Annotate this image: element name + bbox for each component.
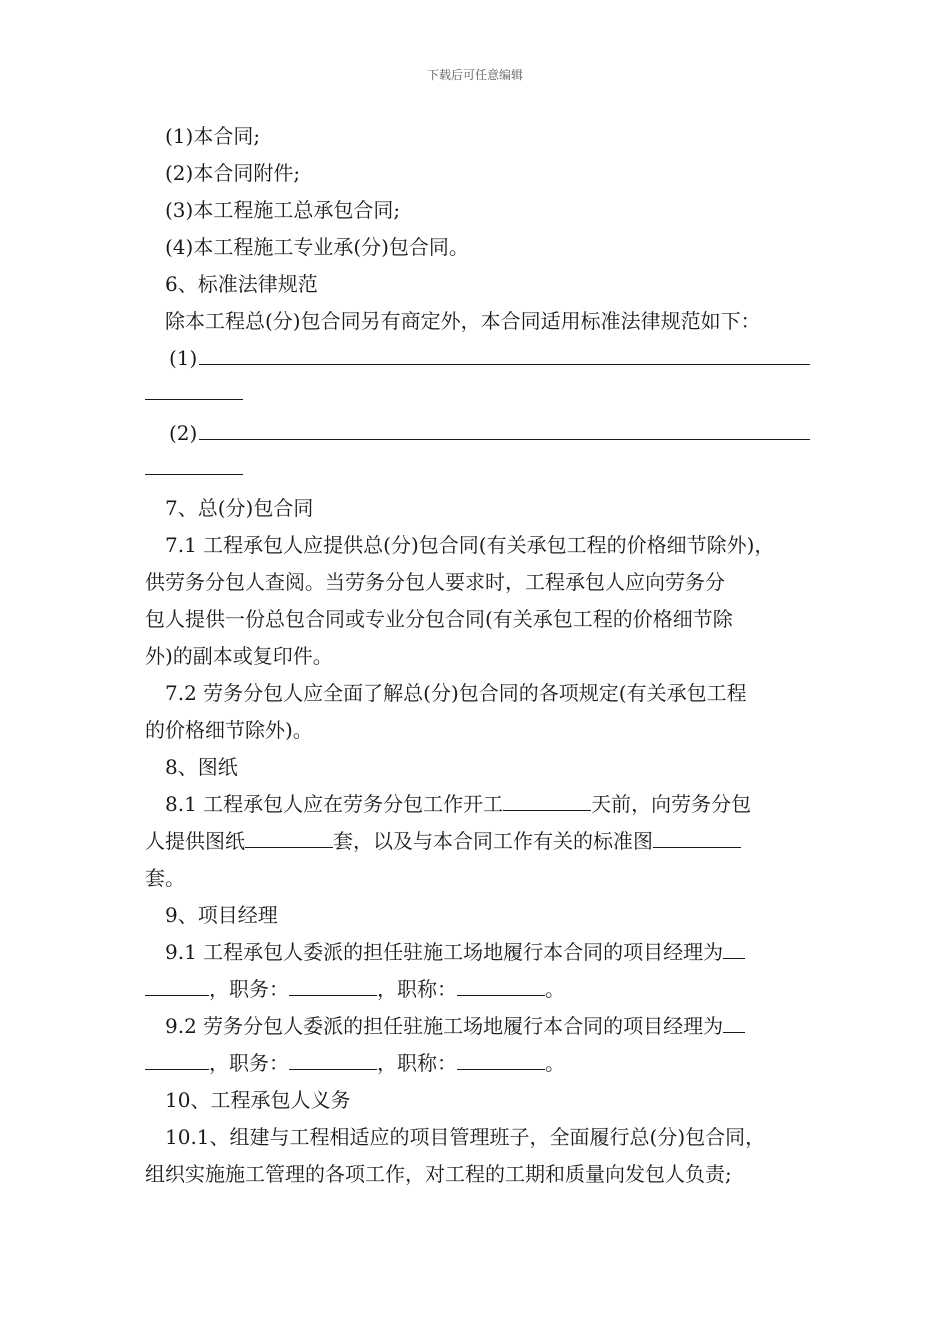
blank-line-continuation bbox=[145, 452, 243, 475]
text: ，职务： bbox=[209, 977, 289, 1001]
list-item: (3)本工程施工总承包合同; bbox=[165, 198, 401, 222]
text: 。 bbox=[545, 1051, 565, 1075]
section-10-title: 10、工程承包人义务 bbox=[165, 1088, 351, 1112]
section-7-title: 7、总(分)包合同 bbox=[165, 496, 314, 520]
text: 9.1 工程承包人委派的担任驻施工场地履行本合同的项目经理为 bbox=[165, 940, 724, 964]
para-7-1: 7.1 工程承包人应提供总(分)包合同(有关承包工程的价格细节除外)， bbox=[165, 533, 775, 557]
list-item: (2)本合同附件; bbox=[165, 161, 301, 185]
blank-duty bbox=[289, 1051, 377, 1070]
blank-rank bbox=[457, 1051, 545, 1070]
section-9-title: 9、项目经理 bbox=[165, 903, 278, 927]
blank-manager-cont bbox=[145, 977, 209, 996]
para-7-2: 7.2 劳务分包人应全面了解总(分)包合同的各项规定(有关承包工程 bbox=[165, 681, 747, 705]
para-10-1-cont: 组织实施施工管理的各项工作，对工程的工期和质量向发包人负责; bbox=[145, 1162, 732, 1186]
blank-rank bbox=[457, 977, 545, 996]
blank-manager-cont bbox=[145, 1051, 209, 1070]
para-7-1-cont: 外)的副本或复印件。 bbox=[145, 644, 333, 668]
fill-line-2 bbox=[145, 415, 810, 452]
para-7-2-cont: 的价格细节除外)。 bbox=[145, 718, 313, 742]
page-header: 下载后可任意编辑 bbox=[426, 68, 523, 82]
para-8-1-cont bbox=[145, 823, 810, 860]
text: 套，以及与本合同工作有关的标准图 bbox=[333, 829, 653, 853]
para-9-1 bbox=[145, 934, 810, 971]
blank-line bbox=[199, 342, 810, 365]
para-7-1-cont: 供劳务分包人查阅。当劳务分包人要求时，工程承包人应向劳务分 bbox=[145, 570, 725, 594]
section-6-body: 除本工程总(分)包合同另有商定外，本合同适用标准法律规范如下： bbox=[165, 309, 761, 333]
blank-std-sets bbox=[653, 829, 741, 848]
text: ，职称： bbox=[377, 1051, 457, 1075]
list-item: (1)本合同; bbox=[165, 124, 261, 148]
para-7-1-cont: 包人提供一份总包合同或专业分包合同(有关承包工程的价格细节除 bbox=[145, 607, 733, 631]
section-8-title: 8、图纸 bbox=[165, 755, 238, 779]
fill-line-1 bbox=[145, 340, 810, 377]
para-9-2 bbox=[145, 1008, 810, 1045]
blank-line bbox=[199, 417, 810, 440]
para-9-2-cont bbox=[145, 1045, 810, 1082]
blank-sets bbox=[245, 829, 333, 848]
fill-label-1: (1) bbox=[169, 346, 198, 370]
text: 8.1 工程承包人应在劳务分包工作开工 bbox=[165, 792, 504, 816]
blank-manager bbox=[723, 1014, 745, 1033]
para-10-1: 10.1、组建与工程相适应的项目管理班子，全面履行总(分)包合同， bbox=[165, 1125, 766, 1149]
text: 。 bbox=[545, 977, 565, 1001]
blank-days bbox=[503, 792, 591, 811]
blank-duty bbox=[289, 977, 377, 996]
fill-label-2: (2) bbox=[169, 421, 198, 445]
document-body bbox=[145, 118, 810, 1193]
list-item: (4)本工程施工专业承(分)包合同。 bbox=[165, 235, 469, 259]
para-8-1-end: 套。 bbox=[145, 866, 185, 890]
para-9-1-cont bbox=[145, 971, 810, 1008]
text: 天前，向劳务分包 bbox=[591, 792, 752, 816]
para-8-1 bbox=[145, 786, 810, 823]
blank-manager bbox=[723, 940, 745, 959]
section-6-title: 6、标准法律规范 bbox=[165, 272, 318, 296]
text: 9.2 劳务分包人委派的担任驻施工场地履行本合同的项目经理为 bbox=[165, 1014, 724, 1038]
text: 人提供图纸 bbox=[145, 829, 245, 853]
text: ，职称： bbox=[377, 977, 457, 1001]
text: ，职务： bbox=[209, 1051, 289, 1075]
blank-line-continuation bbox=[145, 377, 243, 400]
